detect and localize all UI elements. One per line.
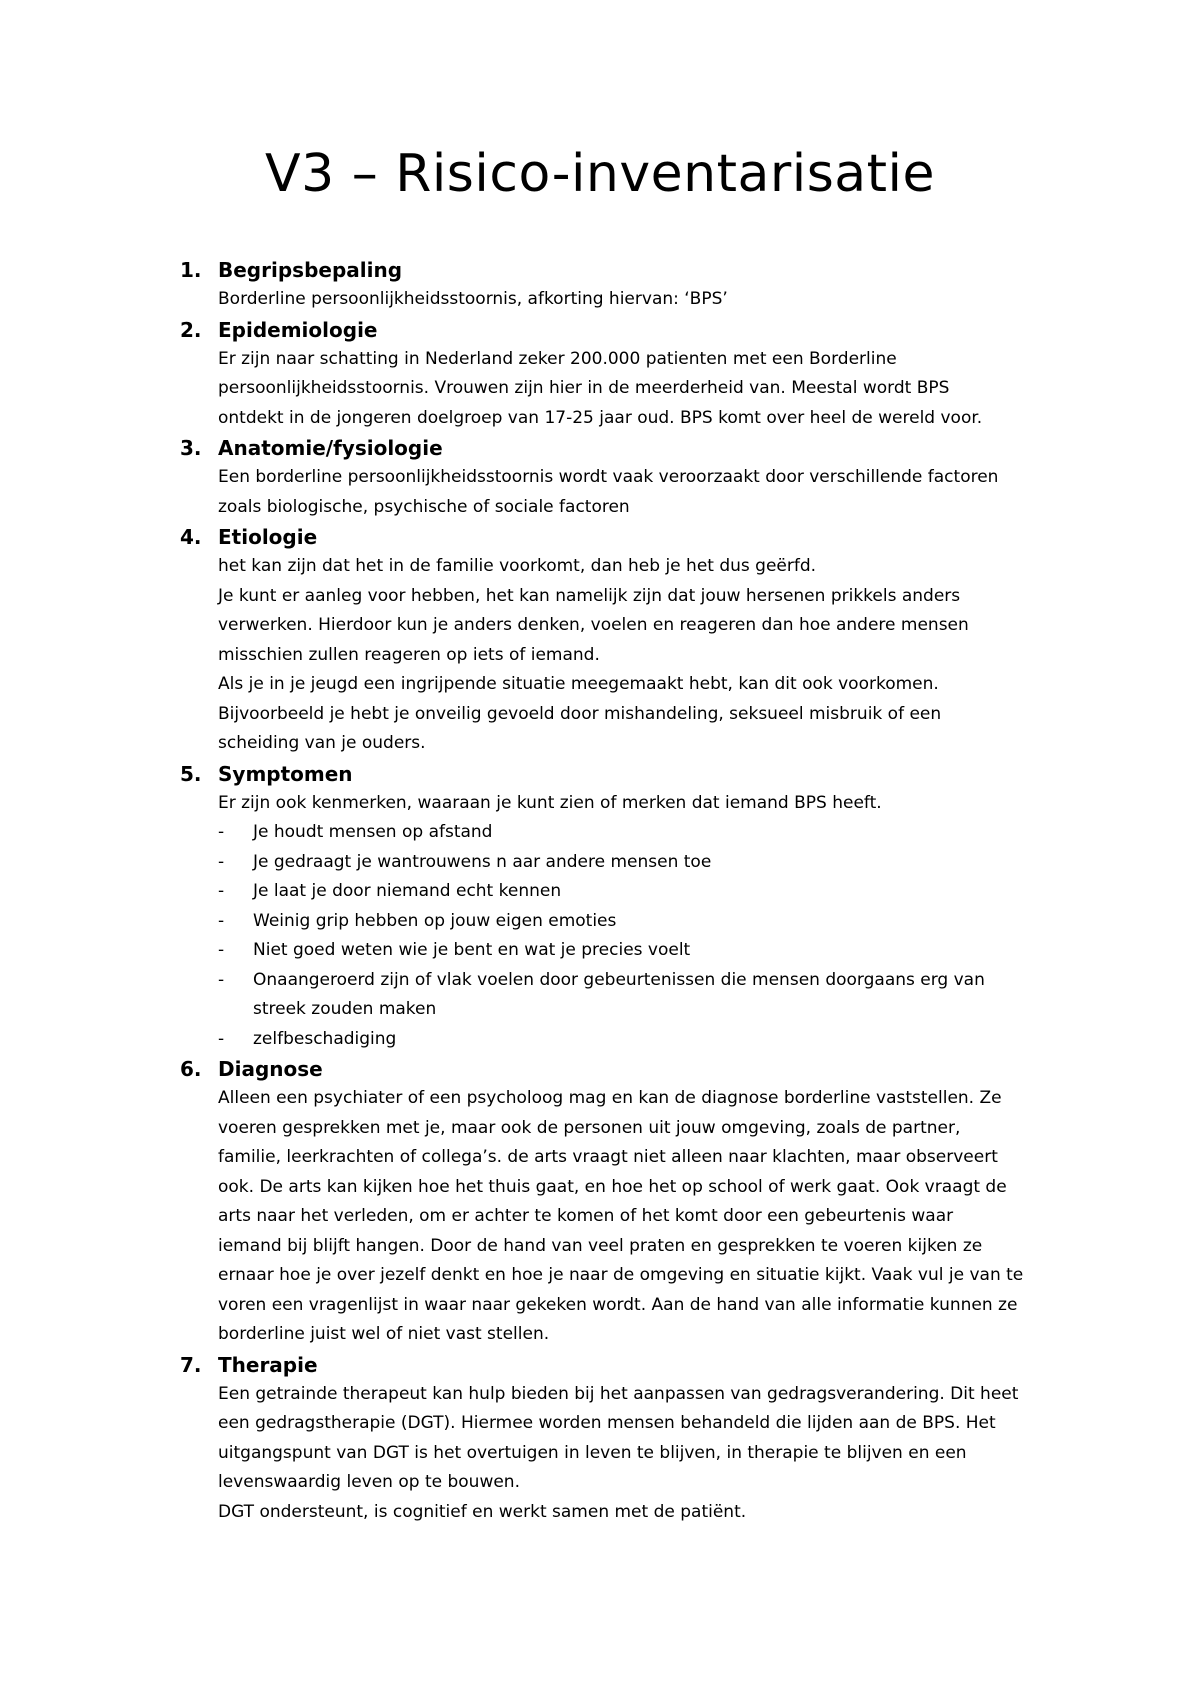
paragraph-line: misschien zullen reageren op iets of iemand. (218, 644, 600, 665)
paragraph-line: Borderline persoonlijkheidsstoornis, afkorting hiervan: ‘BPS’ (218, 289, 728, 309)
paragraph-line: levenswaardig leven op te bouwen. (218, 1472, 520, 1492)
section-symptomen (0, 759, 1200, 1055)
section-etiologie (0, 522, 1200, 759)
section-heading: Epidemiologie (218, 317, 378, 342)
bullet-item (0, 907, 1200, 937)
paragraph-line: DGT ondersteunt, is cognitief en werkt samen met de patiënt. (218, 1501, 747, 1522)
section-heading: Diagnose (218, 1057, 323, 1081)
bullet-text: Je houdt mensen op afstand (253, 822, 493, 842)
bullet-dash: - (218, 881, 225, 901)
section-number: 4. (180, 525, 202, 549)
section-number: 5. (180, 761, 202, 786)
paragraph-line: Je kunt er aanleg voor hebben, het kan namelijk zijn dat jouw hersenen prikkels anders (218, 585, 961, 606)
paragraph-line: borderline juist wel of niet vast stellen. (218, 1324, 550, 1344)
section-number: 7. (180, 1352, 202, 1377)
bullet-text: Onaangeroerd zijn of vlak voelen door gebeurtenissen die mensen doorgaans erg van (253, 969, 985, 990)
section-number: 6. (180, 1057, 202, 1081)
bullet-dash: - (218, 822, 225, 842)
paragraph-line: Een borderline persoonlijkheidsstoornis wordt vaak veroorzaakt door verschillende factoren (218, 467, 999, 487)
section-heading: Therapie (218, 1352, 318, 1377)
paragraph-line: verwerken. Hierdoor kun je anders denken, voelen en reageren dan hoe andere mensen (218, 615, 969, 635)
bullet-item (0, 966, 1200, 996)
paragraph-line: Alleen een psychiater of een psycholoog mag en kan de diagnose borderline vaststellen. Ze (218, 1088, 1002, 1108)
paragraph-line: zoals biologische, psychische of sociale factoren (218, 496, 630, 517)
document-body (0, 255, 1200, 1527)
bullet-text: Niet goed weten wie je bent en wat je precies voelt (253, 940, 691, 960)
bullet-dash: - (218, 851, 225, 872)
paragraph-line: arts naar het verleden, om er achter te komen of het komt door een gebeurtenis waar (218, 1206, 954, 1226)
paragraph-line: het kan zijn dat het in de familie voorkomt, dan heb je het dus geërfd. (218, 556, 817, 576)
paragraph-line: Bijvoorbeeld je hebt je onveilig gevoeld door mishandeling, seksueel misbruik of een (218, 703, 942, 724)
paragraph-line: uitgangspunt van DGT is het overtuigen in leven te blijven, in therapie te blijven en een (218, 1442, 967, 1463)
paragraph-line: een gedragstherapie (DGT). Hiermee worden mensen behandeld die lijden aan de BPS. Het (218, 1413, 996, 1433)
section-number: 2. (180, 317, 202, 342)
bullet-item (0, 936, 1200, 966)
section-therapie (0, 1350, 1200, 1528)
bullet-text: Je laat je door niemand echt kennen (253, 881, 562, 901)
paragraph-line: iemand bij blijft hangen. Door de hand van veel praten en gesprekken te voeren kijken ze (218, 1235, 983, 1256)
bullet-item (0, 818, 1200, 848)
section-heading: Symptomen (218, 761, 353, 786)
section-anatomie-fysiologie (0, 433, 1200, 522)
bullet-text: Je gedraagt je wantrouwens n aar andere mensen toe (253, 851, 712, 872)
bullet-dash: - (218, 910, 225, 931)
paragraph-line: ook. De arts kan kijken hoe het thuis gaat, en hoe het op school of werk gaat. Ook vraagt de (218, 1176, 1007, 1197)
page-title: V3 – Risico-inventarisatie (265, 144, 935, 204)
paragraph-line: Er zijn naar schatting in Nederland zeker 200.000 patienten met een Borderline (218, 348, 897, 369)
paragraph-line: ernaar hoe je over jezelf denkt en hoe je naar de omgeving en situatie kijkt. Vaak vul je van te (218, 1265, 1024, 1285)
bullet-text: Weinig grip hebben op jouw eigen emoties (253, 910, 617, 931)
section-heading: Etiologie (218, 525, 318, 549)
paragraph-line: scheiding van je ouders. (218, 733, 426, 753)
paragraph-line: Er zijn ook kenmerken, waaraan je kunt zien of merken dat iemand BPS heeft. (218, 792, 882, 813)
bullet-item (0, 848, 1200, 878)
section-number: 1. (180, 258, 202, 282)
section-heading: Anatomie/fysiologie (218, 436, 443, 460)
bullet-text: zelfbeschadiging (253, 1028, 397, 1049)
section-begripsbepaling (0, 255, 1200, 315)
section-number: 3. (180, 436, 202, 460)
paragraph-line: voeren gesprekken met je, maar ook de personen uit jouw omgeving, zoals de partner, (218, 1117, 961, 1138)
paragraph-line: familie, leerkrachten of collega’s. de arts vraagt niet alleen naar klachten, maar observeert (218, 1147, 998, 1167)
section-epidemiologie (0, 315, 1200, 434)
paragraph-line: Een getrainde therapeut kan hulp bieden bij het aanpassen van gedragsverandering. Dit heet (218, 1383, 1019, 1404)
section-heading: Begripsbepaling (218, 258, 403, 282)
bullet-dash: - (218, 969, 225, 990)
bullet-text-continued: streek zouden maken (253, 999, 437, 1019)
paragraph-line: persoonlijkheidsstoornis. Vrouwen zijn hier in de meerderheid van. Meestal wordt BPS (218, 378, 950, 398)
section-diagnose (0, 1054, 1200, 1350)
bullet-dash: - (218, 1028, 225, 1049)
bullet-dash: - (218, 940, 225, 960)
paragraph-line: ontdekt in de jongeren doelgroep van 17-25 jaar oud. BPS komt over heel de wereld voor. (218, 407, 983, 428)
paragraph-line: voren een vragenlijst in waar naar gekeken wordt. Aan de hand van alle informatie kunnen ze (218, 1294, 1018, 1315)
bullet-item (0, 1025, 1200, 1055)
bullet-item (0, 877, 1200, 907)
paragraph-line: Als je in je jeugd een ingrijpende situatie meegemaakt hebt, kan dit ook voorkomen. (218, 674, 939, 694)
